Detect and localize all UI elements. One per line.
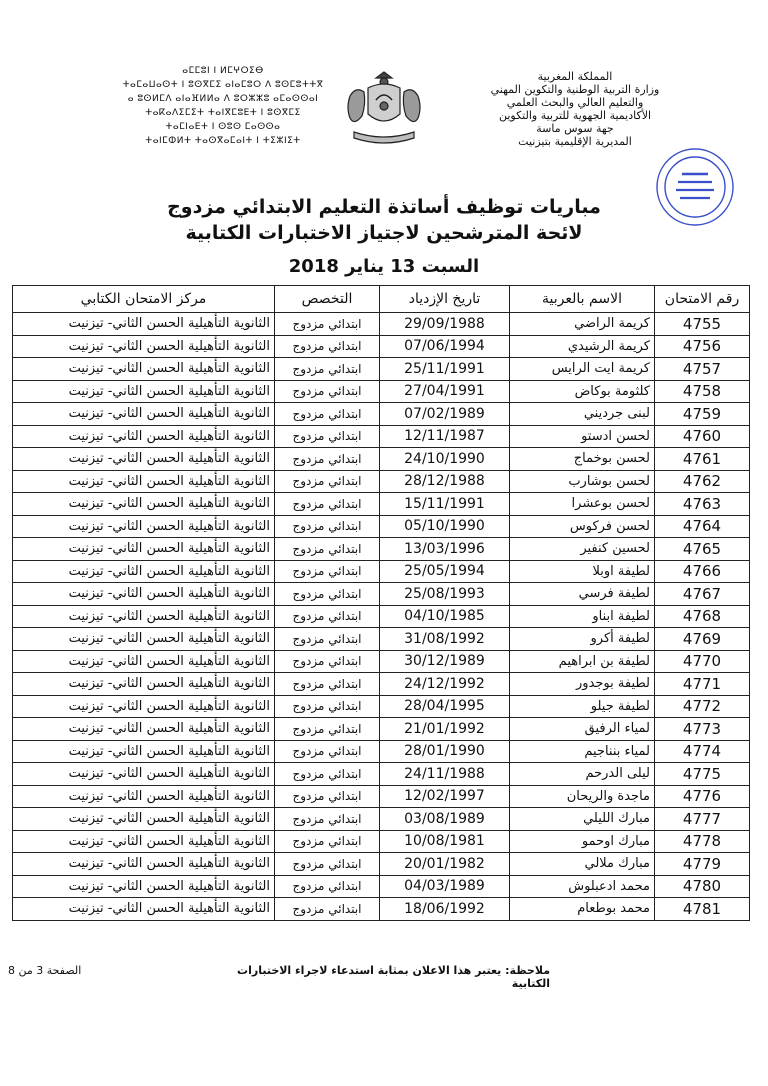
- cell-dob: 24/12/1992: [380, 673, 510, 696]
- cell-name: لطيفة فرسي: [510, 583, 655, 606]
- royal-coat-of-arms-icon: [338, 66, 430, 150]
- cell-dob: 31/08/1992: [380, 628, 510, 651]
- cell-name: كريمة الراضي: [510, 313, 655, 336]
- cell-name: لطيفة اوبلا: [510, 560, 655, 583]
- cell-exam-number: 4779: [655, 853, 750, 876]
- header-exam-number: رقم الامتحان: [655, 286, 750, 313]
- cell-name: لحسن بوعشرا: [510, 493, 655, 516]
- table-row: [13, 605, 750, 628]
- tifinagh-line: ⴰ ⵓⵙⵍⵎⴷ ⴰⵏⴰⴼⵍⵍⴰ ⴷ ⵓⵔⵣⵣⵓ ⴰⵎⴰⵙⵙⴰⵏ: [127, 94, 319, 104]
- table-row: [13, 628, 750, 651]
- cell-name: لطيفة بوجدور: [510, 673, 655, 696]
- cell-specialty: ابتدائي مزدوج: [275, 718, 380, 741]
- cell-exam-number: 4771: [655, 673, 750, 696]
- tifinagh-line: ⵜⴰⵎⴰⵡⴰⵙⵜ ⵏ ⵓⵙⴳⵎⵉ ⴰⵏⴰⵎⵓⵔ ⴷ ⵓⵙⵎⵓⵜⵜⴳ: [122, 80, 324, 90]
- cell-dob: 10/08/1981: [380, 830, 510, 853]
- cell-exam-number: 4756: [655, 335, 750, 358]
- cell-exam-center: الثانوية التأهيلية الحسن الثاني- تيزنيت: [13, 313, 275, 336]
- table-row: [13, 583, 750, 606]
- page-subtitle: لائحة المترشحين لاجتياز الاختبارات الكتابية: [185, 222, 583, 244]
- cell-specialty: ابتدائي مزدوج: [275, 875, 380, 898]
- cell-specialty: ابتدائي مزدوج: [275, 493, 380, 516]
- cell-specialty: ابتدائي مزدوج: [275, 605, 380, 628]
- tifinagh-line: ⴰⵎⵎⵓⵏ ⵏ ⵍⵎⵖⵔⵉⴱ: [182, 66, 264, 76]
- cell-exam-center: الثانوية التأهيلية الحسن الثاني- تيزنيت: [13, 785, 275, 808]
- cell-name: محمد ادعبلوش: [510, 875, 655, 898]
- cell-exam-number: 4767: [655, 583, 750, 606]
- cell-exam-center: الثانوية التأهيلية الحسن الثاني- تيزنيت: [13, 515, 275, 538]
- table-row: [13, 718, 750, 741]
- arabic-line: المملكة المغربية: [537, 70, 613, 83]
- cell-exam-number: 4766: [655, 560, 750, 583]
- cell-name: ليلى الدرحم: [510, 763, 655, 786]
- cell-name: كريمة ايت الرايس: [510, 358, 655, 381]
- cell-dob: 13/03/1996: [380, 538, 510, 561]
- cell-dob: 21/01/1992: [380, 718, 510, 741]
- cell-exam-center: الثانوية التأهيلية الحسن الثاني- تيزنيت: [13, 583, 275, 606]
- table-row: [13, 875, 750, 898]
- cell-exam-center: الثانوية التأهيلية الحسن الثاني- تيزنيت: [13, 628, 275, 651]
- cell-dob: 28/04/1995: [380, 695, 510, 718]
- header-dob: تاريخ الإزدياد: [380, 286, 510, 313]
- table-row: [13, 785, 750, 808]
- cell-name: لطيفة بن ابراهيم: [510, 650, 655, 673]
- cell-specialty: ابتدائي مزدوج: [275, 358, 380, 381]
- table-body: [13, 313, 750, 921]
- cell-specialty: ابتدائي مزدوج: [275, 898, 380, 921]
- cell-name: محمد بوطعام: [510, 898, 655, 921]
- cell-dob: 25/11/1991: [380, 358, 510, 381]
- cell-name: لبنى جرديني: [510, 403, 655, 426]
- header-exam-center: مركز الامتحان الكتابي: [13, 286, 275, 313]
- cell-exam-center: الثانوية التأهيلية الحسن الثاني- تيزنيت: [13, 763, 275, 786]
- cell-specialty: ابتدائي مزدوج: [275, 560, 380, 583]
- exam-date: السبت 13 يناير 2018: [288, 256, 480, 277]
- table-row: [13, 493, 750, 516]
- table-row: [13, 808, 750, 831]
- cell-specialty: ابتدائي مزدوج: [275, 425, 380, 448]
- cell-specialty: ابتدائي مزدوج: [275, 650, 380, 673]
- page-title: مباريات توظيف أساتذة التعليم الابتدائي مزدوج: [167, 196, 601, 218]
- arabic-line: وزارة التربية الوطنية والتكوين المهني: [490, 83, 660, 96]
- table-row: [13, 448, 750, 471]
- arabic-line: المديرية الإقليمية بتيزنيت: [518, 135, 632, 148]
- cell-exam-number: 4772: [655, 695, 750, 718]
- header-specialty: التخصص: [275, 286, 380, 313]
- cell-specialty: ابتدائي مزدوج: [275, 740, 380, 763]
- cell-name: لحسن بوخماج: [510, 448, 655, 471]
- cell-name: لحسن ادستو: [510, 425, 655, 448]
- cell-dob: 12/02/1997: [380, 785, 510, 808]
- cell-dob: 04/03/1989: [380, 875, 510, 898]
- cell-name: لطيفة أكرو: [510, 628, 655, 651]
- cell-specialty: ابتدائي مزدوج: [275, 583, 380, 606]
- table-row: [13, 538, 750, 561]
- cell-dob: 03/08/1989: [380, 808, 510, 831]
- cell-dob: 27/04/1991: [380, 380, 510, 403]
- cell-exam-center: الثانوية التأهيلية الحسن الثاني- تيزنيت: [13, 808, 275, 831]
- table-row: [13, 425, 750, 448]
- table-row: [13, 763, 750, 786]
- document-header: [0, 0, 768, 160]
- cell-name: مبارك الليلي: [510, 808, 655, 831]
- cell-dob: 05/10/1990: [380, 515, 510, 538]
- cell-exam-center: الثانوية التأهيلية الحسن الثاني- تيزنيت: [13, 673, 275, 696]
- cell-exam-center: الثانوية التأهيلية الحسن الثاني- تيزنيت: [13, 718, 275, 741]
- cell-specialty: ابتدائي مزدوج: [275, 313, 380, 336]
- cell-dob: 29/09/1988: [380, 313, 510, 336]
- cell-dob: 25/08/1993: [380, 583, 510, 606]
- cell-exam-center: الثانوية التأهيلية الحسن الثاني- تيزنيت: [13, 335, 275, 358]
- cell-specialty: ابتدائي مزدوج: [275, 538, 380, 561]
- cell-dob: 28/01/1990: [380, 740, 510, 763]
- cell-specialty: ابتدائي مزدوج: [275, 695, 380, 718]
- cell-name: مبارك اوحمو: [510, 830, 655, 853]
- cell-exam-number: 4755: [655, 313, 750, 336]
- table-row: [13, 695, 750, 718]
- cell-exam-number: 4763: [655, 493, 750, 516]
- cell-name: لحسين كنفير: [510, 538, 655, 561]
- cell-specialty: ابتدائي مزدوج: [275, 853, 380, 876]
- cell-exam-center: الثانوية التأهيلية الحسن الثاني- تيزنيت: [13, 403, 275, 426]
- cell-exam-number: 4759: [655, 403, 750, 426]
- cell-dob: 07/02/1989: [380, 403, 510, 426]
- cell-specialty: ابتدائي مزدوج: [275, 628, 380, 651]
- cell-exam-number: 4780: [655, 875, 750, 898]
- cell-exam-number: 4768: [655, 605, 750, 628]
- cell-exam-center: الثانوية التأهيلية الحسن الثاني- تيزنيت: [13, 695, 275, 718]
- cell-exam-center: الثانوية التأهيلية الحسن الثاني- تيزنيت: [13, 358, 275, 381]
- cell-exam-center: الثانوية التأهيلية الحسن الثاني- تيزنيت: [13, 448, 275, 471]
- arabic-line: الأكاديمية الجهوية للتربية والتكوين: [498, 109, 652, 122]
- cell-exam-number: 4769: [655, 628, 750, 651]
- cell-specialty: ابتدائي مزدوج: [275, 403, 380, 426]
- cell-exam-number: 4757: [655, 358, 750, 381]
- table-row: [13, 380, 750, 403]
- cell-exam-number: 4781: [655, 898, 750, 921]
- cell-dob: 04/10/1985: [380, 605, 510, 628]
- cell-dob: 24/11/1988: [380, 763, 510, 786]
- cell-specialty: ابتدائي مزدوج: [275, 470, 380, 493]
- cell-exam-number: 4773: [655, 718, 750, 741]
- cell-dob: 07/06/1994: [380, 335, 510, 358]
- cell-name: لطيفة جيلو: [510, 695, 655, 718]
- cell-dob: 18/06/1992: [380, 898, 510, 921]
- cell-exam-number: 4764: [655, 515, 750, 538]
- table-row: [13, 313, 750, 336]
- cell-exam-number: 4765: [655, 538, 750, 561]
- table-row: [13, 898, 750, 921]
- cell-exam-center: الثانوية التأهيلية الحسن الثاني- تيزنيت: [13, 470, 275, 493]
- cell-exam-center: الثانوية التأهيلية الحسن الثاني- تيزنيت: [13, 875, 275, 898]
- cell-name: ماجدة والريحان: [510, 785, 655, 808]
- cell-dob: 12/11/1987: [380, 425, 510, 448]
- table-row: [13, 515, 750, 538]
- cell-dob: 28/12/1988: [380, 470, 510, 493]
- cell-specialty: ابتدائي مزدوج: [275, 335, 380, 358]
- tifinagh-line: ⵜⴰⵏⵎⵀⵍⵜ ⵜⴰⵙⴳⴰⵎⴰⵏⵜ ⵏ ⵜⵉⵣⵏⵉⵜ: [145, 136, 301, 146]
- footer-note: ملاحظة: يعتبر هذا الاعلان بمثابة استدعاء لاجراء الاختبارات الكتابية: [237, 964, 550, 990]
- table-header-row: [13, 286, 750, 313]
- cell-dob: 24/10/1990: [380, 448, 510, 471]
- cell-exam-number: 4777: [655, 808, 750, 831]
- cell-exam-center: الثانوية التأهيلية الحسن الثاني- تيزنيت: [13, 898, 275, 921]
- cell-dob: 30/12/1989: [380, 650, 510, 673]
- cell-exam-center: الثانوية التأهيلية الحسن الثاني- تيزنيت: [13, 650, 275, 673]
- cell-name: كريمة الرشيدي: [510, 335, 655, 358]
- cell-specialty: ابتدائي مزدوج: [275, 380, 380, 403]
- tifinagh-line: ⵜⴰⵎⵏⴰⴹⵜ ⵏ ⵙⵓⵙ ⵎⴰⵙⵙⴰ: [165, 122, 281, 132]
- cell-name: لحسن بوشارب: [510, 470, 655, 493]
- header-name: الاسم بالعربية: [510, 286, 655, 313]
- table-row: [13, 740, 750, 763]
- arabic-line: جهة سوس ماسة: [536, 122, 614, 135]
- cell-name: لحسن فركوس: [510, 515, 655, 538]
- cell-dob: 25/05/1994: [380, 560, 510, 583]
- table-row: [13, 335, 750, 358]
- cell-exam-center: الثانوية التأهيلية الحسن الثاني- تيزنيت: [13, 425, 275, 448]
- cell-specialty: ابتدائي مزدوج: [275, 763, 380, 786]
- table-row: [13, 358, 750, 381]
- table-row: [13, 830, 750, 853]
- header-tifinagh-block: [118, 64, 328, 148]
- cell-exam-number: 4770: [655, 650, 750, 673]
- page-number: الصفحة 3 من 8: [8, 964, 82, 977]
- candidates-table: [12, 285, 750, 921]
- cell-name: لمياء بنناجيم: [510, 740, 655, 763]
- cell-specialty: ابتدائي مزدوج: [275, 673, 380, 696]
- cell-name: لطيفة ابناو: [510, 605, 655, 628]
- cell-specialty: ابتدائي مزدوج: [275, 448, 380, 471]
- tifinagh-line: ⵜⴰⴽⴰⴷⵉⵎⵉⵜ ⵜⴰⵏⴳⵎⵓⴹⵜ ⵏ ⵓⵙⴳⵎⵉ: [145, 108, 301, 118]
- cell-exam-center: الثانوية التأهيلية الحسن الثاني- تيزنيت: [13, 853, 275, 876]
- cell-exam-number: 4760: [655, 425, 750, 448]
- cell-dob: 20/01/1982: [380, 853, 510, 876]
- table-row: [13, 853, 750, 876]
- cell-exam-center: الثانوية التأهيلية الحسن الثاني- تيزنيت: [13, 605, 275, 628]
- cell-specialty: ابتدائي مزدوج: [275, 808, 380, 831]
- cell-exam-number: 4778: [655, 830, 750, 853]
- cell-name: مبارك ملالي: [510, 853, 655, 876]
- cell-exam-number: 4775: [655, 763, 750, 786]
- header-arabic-block: [430, 70, 720, 148]
- cell-exam-number: 4761: [655, 448, 750, 471]
- table-row: [13, 650, 750, 673]
- table-row: [13, 403, 750, 426]
- cell-exam-center: الثانوية التأهيلية الحسن الثاني- تيزنيت: [13, 380, 275, 403]
- cell-specialty: ابتدائي مزدوج: [275, 515, 380, 538]
- cell-exam-center: الثانوية التأهيلية الحسن الثاني- تيزنيت: [13, 493, 275, 516]
- cell-exam-center: الثانوية التأهيلية الحسن الثاني- تيزنيت: [13, 740, 275, 763]
- cell-specialty: ابتدائي مزدوج: [275, 830, 380, 853]
- cell-exam-center: الثانوية التأهيلية الحسن الثاني- تيزنيت: [13, 830, 275, 853]
- cell-dob: 15/11/1991: [380, 493, 510, 516]
- cell-name: لمياء الرفيق: [510, 718, 655, 741]
- table-row: [13, 560, 750, 583]
- cell-exam-number: 4776: [655, 785, 750, 808]
- cell-exam-number: 4774: [655, 740, 750, 763]
- cell-exam-center: الثانوية التأهيلية الحسن الثاني- تيزنيت: [13, 560, 275, 583]
- cell-name: كلثومة بوكاض: [510, 380, 655, 403]
- cell-specialty: ابتدائي مزدوج: [275, 785, 380, 808]
- cell-exam-number: 4758: [655, 380, 750, 403]
- table-row: [13, 673, 750, 696]
- cell-exam-number: 4762: [655, 470, 750, 493]
- cell-exam-center: الثانوية التأهيلية الحسن الثاني- تيزنيت: [13, 538, 275, 561]
- table-row: [13, 470, 750, 493]
- arabic-line: والتعليم العالي والبحث العلمي: [506, 96, 644, 109]
